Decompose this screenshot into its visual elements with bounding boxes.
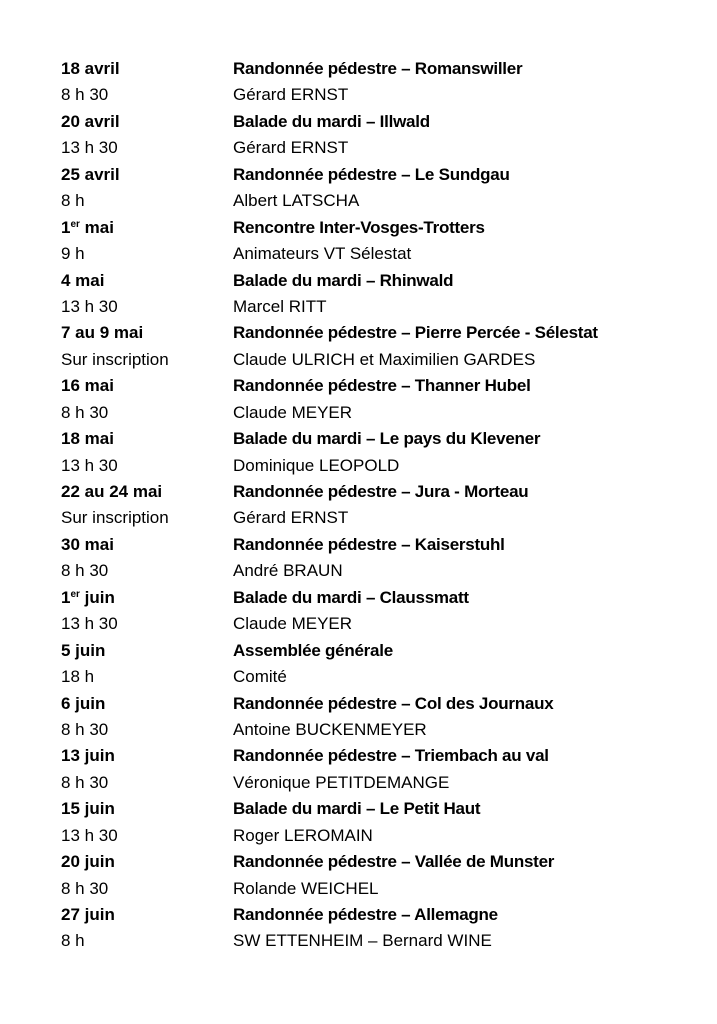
schedule-list	[61, 56, 701, 955]
event-time: 8 h	[61, 931, 85, 951]
event-detail-row	[61, 188, 701, 214]
event-row	[61, 215, 701, 241]
event-date: 30 mai	[61, 534, 114, 554]
event-detail-row	[61, 611, 701, 637]
event-leader: Claude MEYER	[233, 402, 353, 422]
event-leader: Marcel RITT	[233, 296, 327, 316]
event-time: 13 h 30	[61, 825, 118, 845]
event-detail-row	[61, 82, 701, 108]
event-time: 8 h 30	[61, 719, 109, 739]
event-title: Balade du mardi – Rhinwald	[233, 270, 454, 290]
event-row	[61, 743, 701, 769]
event-leader: Animateurs VT Sélestat	[233, 244, 412, 264]
event-title: Randonnée pédestre – Triembach au val	[233, 746, 549, 766]
event-time: 13 h 30	[61, 138, 118, 158]
event-title: Randonnée pédestre – Vallée de Munster	[233, 852, 555, 872]
event-row	[61, 691, 701, 717]
event-date-month: juin	[79, 587, 115, 607]
event-date-number: 1	[61, 217, 71, 237]
event-date: 5 juin	[61, 640, 106, 660]
event-row	[61, 638, 701, 664]
event-title: Balade du mardi – Le Petit Haut	[233, 799, 481, 819]
event-row	[61, 796, 701, 822]
event-row	[61, 479, 701, 505]
event-title: Rencontre Inter-Vosges-Trotters	[233, 217, 485, 237]
event-date	[61, 585, 233, 611]
event-row	[61, 56, 701, 82]
event-detail-row	[61, 347, 701, 373]
event-time: 8 h 30	[61, 772, 109, 792]
event-detail-row	[61, 823, 701, 849]
event-row	[61, 320, 701, 346]
event-detail-row	[61, 664, 701, 690]
event-row	[61, 585, 701, 611]
event-leader: Albert LATSCHA	[233, 191, 360, 211]
event-row	[61, 426, 701, 452]
event-title: Assemblée générale	[233, 640, 393, 660]
event-leader: Gérard ERNST	[233, 138, 349, 158]
event-leader: Claude ULRICH et Maximilien GARDES	[233, 349, 536, 369]
event-time: 8 h 30	[61, 878, 109, 898]
event-row	[61, 849, 701, 875]
event-title: Randonnée pédestre – Pierre Percée - Sélestat	[233, 323, 598, 343]
event-date: 25 avril	[61, 164, 120, 184]
event-date: 15 juin	[61, 799, 115, 819]
event-leader: SW ETTENHEIM – Bernard WINE	[233, 931, 492, 951]
event-time: 8 h	[61, 191, 85, 211]
event-title: Randonnée pédestre – Jura - Morteau	[233, 482, 529, 501]
event-date-month: mai	[79, 217, 114, 237]
event-title: Randonnée pédestre – Allemagne	[233, 905, 498, 924]
event-title: Balade du mardi – Illwald	[233, 111, 430, 131]
event-date-number: 1	[61, 587, 71, 607]
event-leader: André BRAUN	[233, 561, 343, 581]
event-row	[61, 268, 701, 294]
event-title: Randonnée pédestre – Kaiserstuhl	[233, 534, 505, 554]
event-row	[61, 373, 701, 399]
event-row	[61, 902, 701, 928]
event-date: 22 au 24 mai	[61, 482, 163, 501]
event-time: 9 h	[61, 244, 85, 264]
event-date-ordinal: er	[70, 218, 80, 230]
event-date: 16 mai	[61, 376, 114, 396]
event-time: 8 h 30	[61, 85, 109, 105]
event-title: Balade du mardi – Le pays du Klevener	[233, 429, 541, 449]
event-detail-row	[61, 135, 701, 161]
event-leader: Roger LEROMAIN	[233, 825, 373, 845]
event-date: 4 mai	[61, 270, 105, 290]
event-leader: Rolande WEICHEL	[233, 878, 379, 898]
event-time: 8 h 30	[61, 402, 109, 422]
event-detail-row	[61, 400, 701, 426]
event-date-ordinal: er	[70, 588, 80, 600]
event-detail-row	[61, 558, 701, 584]
event-time: 13 h 30	[61, 455, 118, 475]
event-title: Randonnée pédestre – Col des Journaux	[233, 693, 554, 713]
event-title: Randonnée pédestre – Le Sundgau	[233, 164, 510, 184]
event-date: 20 juin	[61, 852, 115, 872]
event-date: 18 avril	[61, 59, 120, 78]
event-date: 6 juin	[61, 693, 106, 713]
event-row	[61, 162, 701, 188]
event-detail-row	[61, 453, 701, 479]
event-time: Sur inscription	[61, 349, 169, 369]
event-date	[61, 215, 233, 241]
event-time: 8 h 30	[61, 561, 109, 581]
event-leader: Gérard ERNST	[233, 85, 349, 105]
event-leader: Antoine BUCKENMEYER	[233, 719, 427, 739]
event-detail-row	[61, 717, 701, 743]
event-time: Sur inscription	[61, 508, 169, 528]
event-leader: Dominique LEOPOLD	[233, 455, 400, 475]
event-detail-row	[61, 928, 701, 954]
event-date: 18 mai	[61, 429, 114, 449]
event-row	[61, 109, 701, 135]
event-title: Balade du mardi – Claussmatt	[233, 587, 469, 607]
event-detail-row	[61, 505, 701, 531]
event-date: 20 avril	[61, 111, 120, 131]
event-time: 13 h 30	[61, 296, 118, 316]
event-title: Randonnée pédestre – Romanswiller	[233, 59, 523, 78]
event-leader: Comité	[233, 667, 287, 687]
event-time: 18 h	[61, 667, 95, 687]
event-date: 7 au 9 mai	[61, 323, 144, 343]
event-time: 13 h 30	[61, 614, 118, 634]
event-detail-row	[61, 876, 701, 902]
event-row	[61, 532, 701, 558]
event-date: 27 juin	[61, 905, 115, 924]
event-leader: Gérard ERNST	[233, 508, 349, 528]
event-detail-row	[61, 241, 701, 267]
event-leader: Claude MEYER	[233, 614, 353, 634]
event-detail-row	[61, 770, 701, 796]
event-title: Randonnée pédestre – Thanner Hubel	[233, 376, 531, 396]
event-detail-row	[61, 294, 701, 320]
event-date: 13 juin	[61, 746, 115, 766]
event-leader: Véronique PETITDEMANGE	[233, 772, 450, 792]
